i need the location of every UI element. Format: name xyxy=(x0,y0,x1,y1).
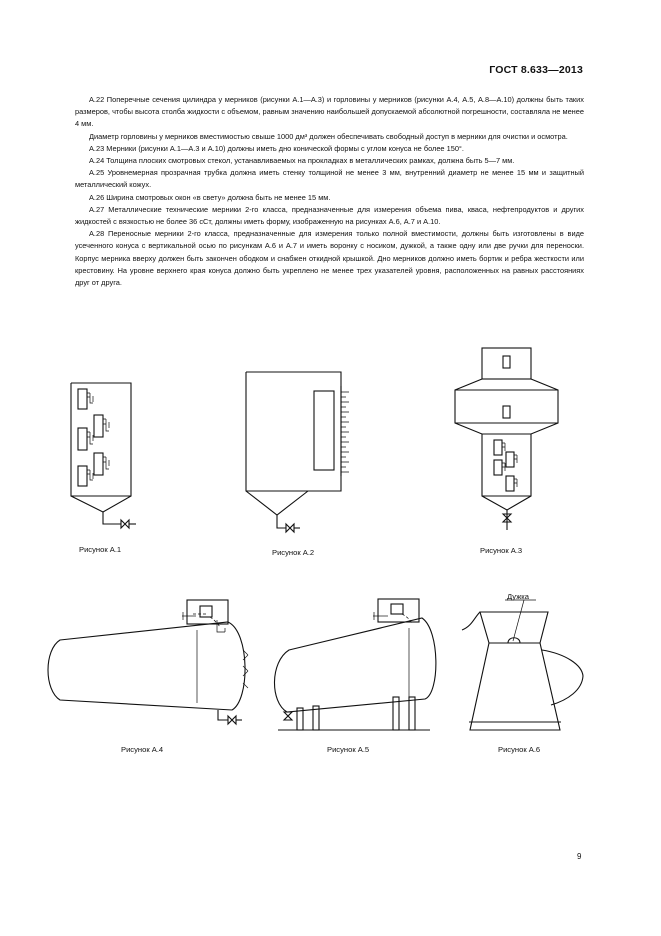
figure-a4-drawing xyxy=(48,600,248,724)
figure-a6-drawing xyxy=(462,600,583,730)
document-header: ГОСТ 8.633—2013 xyxy=(489,64,583,76)
figure-a1-drawing xyxy=(71,383,136,528)
figure-a3-caption: Рисунок А.3 xyxy=(480,546,523,555)
paragraph: Диаметр горловины у мерников вместимостью свыше 1000 дм³ должен обеспечивать свободный доступ в мерники для очистки и осмотра. xyxy=(89,131,568,141)
figure-a1-caption: Рисунок А.1 xyxy=(79,545,122,554)
page-number: 9 xyxy=(577,852,582,861)
paragraph: А.25 Уровнемерная прозрачная трубка должна иметь стенку толщиной не менее 3 мм, внутренний диаметр не менее 15 мм и защитный металлический кожух. xyxy=(75,168,584,190)
paragraph: А.24 Толщина плоских смотровых стекол, устанавливаемых на прокладках в металлических рамках, должна быть 5—7 мм. xyxy=(89,156,515,166)
figure-a6-handle-label: Дужка xyxy=(507,592,529,601)
figure-a4-caption: Рисунок А.4 xyxy=(121,745,164,754)
paragraph: А.23 Мерники (рисунки А.1—А.3 и А.10) должны иметь дно конической формы с углом конуса не более 150°. xyxy=(89,143,464,153)
paragraph: А.22 Поперечные сечения цилиндра у мерников (рисунки А.1—А.3) и горловины у мерников (рисунки А.4, А.5, А.8—А.10) должны быть таких размеров, чтобы высота столба жидкости с объемом, равным значению наибольшей допускаемой абсолютной погрешности, составляла не менее 4 мм. xyxy=(75,95,584,129)
paragraph: А.26 Ширина смотровых окон «в свету» должна быть не менее 15 мм. xyxy=(89,192,331,202)
figure-a3-drawing xyxy=(455,348,558,530)
paragraph: А.27 Металлические технические мерники 2-го класса, предназначенные для измерения объема пива, кваса, нефтепродуктов и других жидкостей с вязкостью не более 36 сСт, должны иметь форму, изображенную на рисунках А.6, А.7 и А.10. xyxy=(75,204,584,227)
figure-a5-drawing xyxy=(274,599,435,730)
figure-a2-drawing xyxy=(246,372,349,532)
paragraph: А.28 Переносные мерники 2-го класса, предназначенные для измерения только полной вместимости, должны быть изготовлены в виде усеченного конуса с вертикальной осью по рисункам А.6 и А.7 и иметь воронку с носиком, дужкой, а также одну или две ручки для переноски. Корпус мерника вверху должен быть закончен ободком и снабжен откидной крышкой. Дно мерников должно иметь бортик и ребра жесткости или крестовину. На уровне верхнего края конуса должно быть укреплено не менее трех указателей уровня, расположенных на равных расстояниях друг от друга. xyxy=(75,229,584,288)
figure-a6-caption: Рисунок А.6 xyxy=(498,745,541,754)
figure-a2-caption: Рисунок А.2 xyxy=(272,548,315,557)
figure-a5-caption: Рисунок А.5 xyxy=(327,745,370,754)
